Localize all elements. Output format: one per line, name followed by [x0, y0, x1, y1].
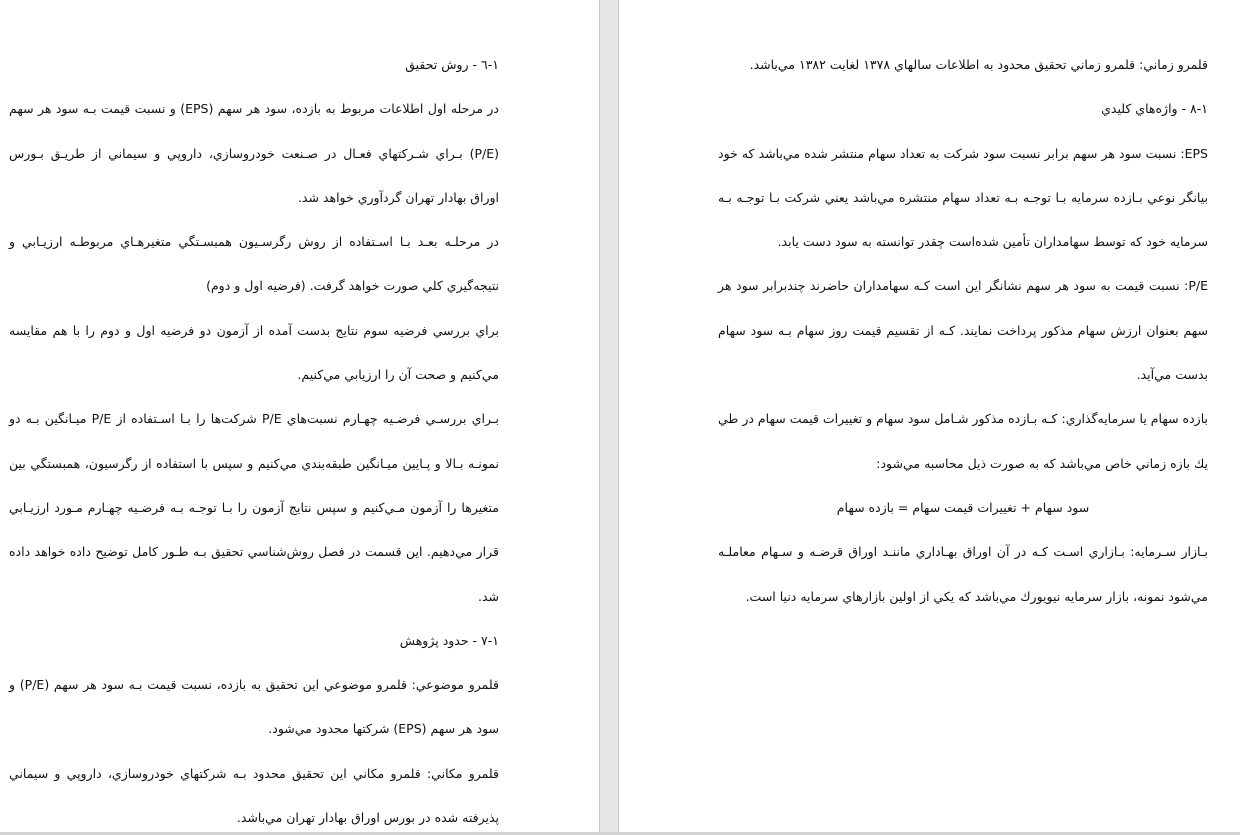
text-line: در مرحله اول اطلاعات مربوط به بازده، سود هر سهم (EPS) و نسبت قيمت بـه سود هر سهم — [9, 101, 499, 117]
document-page-left — [0, 0, 600, 835]
text-line: نمونـه بـالا و پـايين ميـانگين طبقه‌بندي مي‌كنيم و سپس با استفاده از رگرسيون، همبستگي بين — [9, 455, 499, 471]
document-page-right — [618, 0, 1240, 835]
text-line: قلمرو موضوعي: قلمرو موضوعي اين تحقيق به بازده، نسبت قيمت بـه سود هر سهم (P/E) و — [9, 677, 499, 693]
text-line: در مرحلـه بعـد بـا اسـتفاده از روش رگرسـيون همبسـتگي متغيرهـاي مربوطـه ارزيـابي و — [9, 234, 499, 250]
text-line: سود سهام + تغييرات قيمت سهام = بازده سهام — [836, 499, 1090, 515]
text-line: قلمرو مكاني: قلمرو مكاني اين تحقيق محدود بـه شركتهاي خودروسازي، داروپي و سيماني — [9, 765, 499, 781]
text-line: سهم بعنوان ارزش سهام مذكور پرداخت نمايند. كـه از تقسيم قيمت روز سهام بـه سود سهام — [718, 322, 1208, 338]
text-line: پذيرفته شده در بورس اوراق بهادار تهران مي‌باشد. — [236, 810, 499, 826]
text-line: سرمايه خود كه توسط سهامداران تأمين شده‌است چقدر توانسته به سود دست يابد. — [777, 234, 1208, 250]
text-line: متغيرها را آزمون مـي‌كنيم و سپس نتايج آزمون را بـا توجـه بـه فرضـيه چهـارم مـورد ارزيـابي — [9, 499, 499, 515]
text-line: EPS: نسبت سود هر سهم برابر نسبت سود شركت به تعداد سهام منتشر شده مي‌باشد كه خود — [718, 145, 1208, 161]
text-line: (P/E) بـراي شـركتهاي فعـال در صـنعت خودروسازي، داروپي و سيماني از طريـق بـورس — [9, 145, 499, 161]
text-line: مي‌كنيم و صحت آن را ارزيابي مي‌كنيم. — [297, 367, 499, 383]
text-line: ١-٧ - حدود پژوهش — [399, 632, 499, 648]
text-line: نتيجه‌گيري كلي صورت خواهد گرفت. (فرضيه اول و دوم) — [206, 278, 499, 294]
text-line: شد. — [477, 588, 499, 604]
text-line: بـراي بررسـي فرضـيه چهـارم نسبت‌هاي P/E شركت‌ها را بـا اسـتفاده از P/E ميـانگين بـه دو — [9, 411, 499, 427]
text-line: بدست مي‌آيد. — [1136, 367, 1208, 383]
text-line: بازده سهام يا سرمايه‌گذاري: كـه بـازده مذكور شـامل سود سهام و تغييرات قيمت سهام در طي — [718, 411, 1208, 427]
text-line: ١-٨ - واژه‌هاي كليدي — [1101, 101, 1208, 117]
text-line: اوراق بهادار تهران گردآوري خواهد شد. — [297, 189, 499, 205]
text-line: بـازار سـرمايه: بـازاري اسـت كـه در آن اوراق بهـاداري ماننـد اوراق قرضـه و سـهام معاملـه — [718, 544, 1208, 560]
text-line: سود هر سهم (EPS) شركتها محدود مي‌شود. — [268, 721, 499, 737]
text-line: P/E: نسبت قيمت به سود هر سهم نشانگر اين است كـه سهامداران حاضرند چندبرابر سود هر — [718, 278, 1208, 294]
page-gap — [600, 0, 618, 835]
page-text-column — [9, 43, 499, 835]
text-line: قرار مي‌دهيم. اين قسمت در فصل روش‌شناسي تحقيق بـه طـور كامل توضيح داده خواهد داده — [9, 544, 499, 560]
page-text-column — [718, 43, 1208, 619]
text-line: قلمرو زماني: قلمرو زماني تحقيق محدود به اطلاعات سالهاي ١٣٧٨ لغايت ١٣٨٢ مي‌باشد. — [749, 57, 1208, 72]
text-line: يك بازه زماني خاص مي‌باشد كه به صورت ذيل محاسبه مي‌شود: — [876, 455, 1208, 471]
text-line: بيانگر نوعي بـازده سرمايه بـا توجـه بـه تعداد سهام منتشره مي‌باشد يعني شركت بـا توجـه بـه — [718, 189, 1208, 205]
text-line: ١-٦ - روش تحقيق — [405, 57, 499, 72]
text-line: مي‌شود نمونه، بازار سرمايه نيويورك مي‌باشد كه يكي از اولين بازارهاي سرمايه دنيا است. — [745, 588, 1208, 604]
text-line: براي بررسي فرضيه سوم نتايج بدست آمده از آزمون دو فرضيه اول و دوم را با هم مقايسه — [9, 322, 499, 338]
